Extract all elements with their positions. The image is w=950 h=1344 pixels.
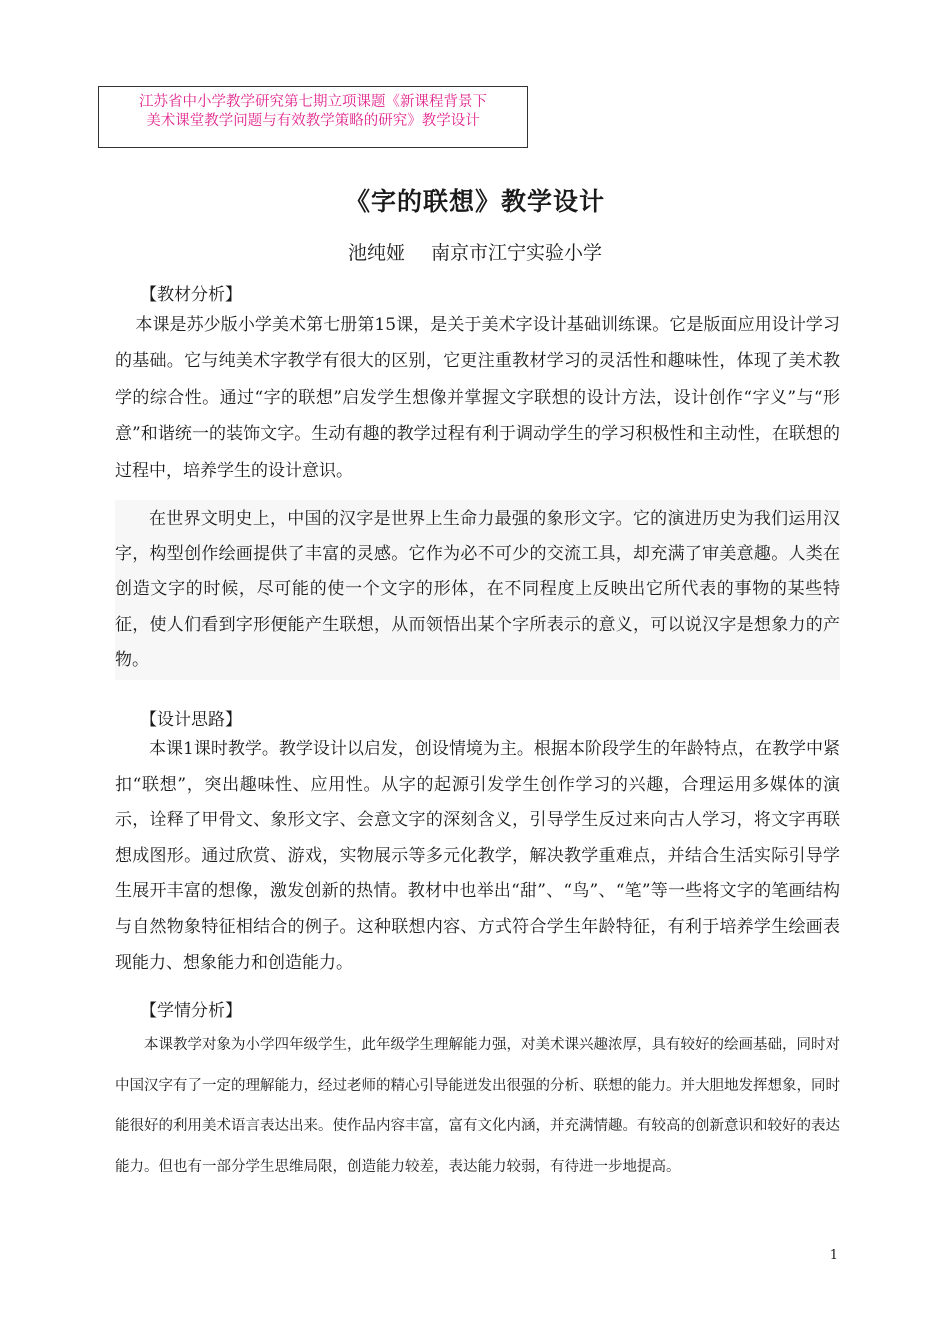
author-name: 池纯娅 — [347, 242, 405, 264]
document-title: 《字的联想》教学设计 — [344, 187, 605, 216]
header-line-2: 美术课堂教学问题与有效教学策略的研究》教学设计 — [146, 113, 480, 129]
school-name: 南京市江宁实验小学 — [431, 242, 603, 264]
section-heading-design: 【设计思路】 — [140, 710, 242, 730]
page-number: 1 — [829, 1248, 838, 1263]
section-heading-materials: 【教材分析】 — [140, 285, 242, 305]
student-analysis-paragraph: 本课教学对象为小学四年级学生，此年级学生理解能力强，对美术课兴趣浓厚，具有较好的绘画基础，同时对中国汉字有了一定的理解能力，经过老师的精心引导能迸发出很强的分析、联想的能力。并大胆地发挥想象，同时能很好的利用美术语言表达出来。使作品内容丰富，富有文化内涵，并充满情趣。有较高的创新意识和较好的表达能力。但也有一部分学生思维局限，创造能力较差，表达能力较弱，有待进一步地提高。 — [115, 1037, 840, 1175]
materials-analysis-paragraph: 本课是苏少版小学美术第七册第15课，是关于美术字设计基础训练课。它是版面应用设计学习的基础。它与纯美术字教学有很大的区别，它更注重教材学习的灵活性和趣味性，体现了美术教学的综合性。通过“字的联想”启发学生想像并掌握文字联想的设计方法，设计创作“字义”与“形意”和谐统一的装饰文字。生动有趣的教学过程有利于调动学生的学习积极性和主动性，在联想的过程中，培养学生的设计意识。 — [115, 315, 840, 481]
section-heading-students: 【学情分析】 — [140, 1001, 242, 1021]
author-line — [0, 238, 950, 265]
design-approach-paragraph: 本课1课时教学。教学设计以启发，创设情境为主。根据本阶段学生的年龄特点，在教学中紧扣“联想”，突出趣味性、应用性。从字的起源引发学生创作学习的兴趣，合理运用多媒体的演示，诠释了甲骨文、象形文字、会意文字的深刻含义，引导学生反过来向古人学习，将文字再联想成图形。通过欣赏、游戏，实物展示等多元化教学，解决教学重难点，并结合生活实际引导学生展开丰富的想像，激发创新的热情。教材中也举出“甜”、“鸟”、“笔”等一些将文字的笔画结构与自然物象特征相结合的例子。这种联想内容、方式符合学生年龄特征，有利于培养学生绘画表现能力、想象能力和创造能力。 — [115, 739, 840, 973]
project-header-box — [98, 86, 528, 148]
chinese-characters-history-paragraph: 在世界文明史上，中国的汉字是世界上生命力最强的象形文字。它的演进历史为我们运用汉字，构型创作绘画提供了丰富的灵感。它作为必不可少的交流工具，却充满了审美意趣。人类在创造文字的时候，尽可能的使一个文字的形体，在不同程度上反映出它所代表的事物的某些特征，使人们看到字形便能产生联想，从而领悟出某个字所表示的意义，可以说汉字是想象力的产物。 — [115, 500, 840, 680]
header-line-1: 江苏省中小学教学研究第七期立项课题《新课程背景下 — [139, 94, 487, 110]
